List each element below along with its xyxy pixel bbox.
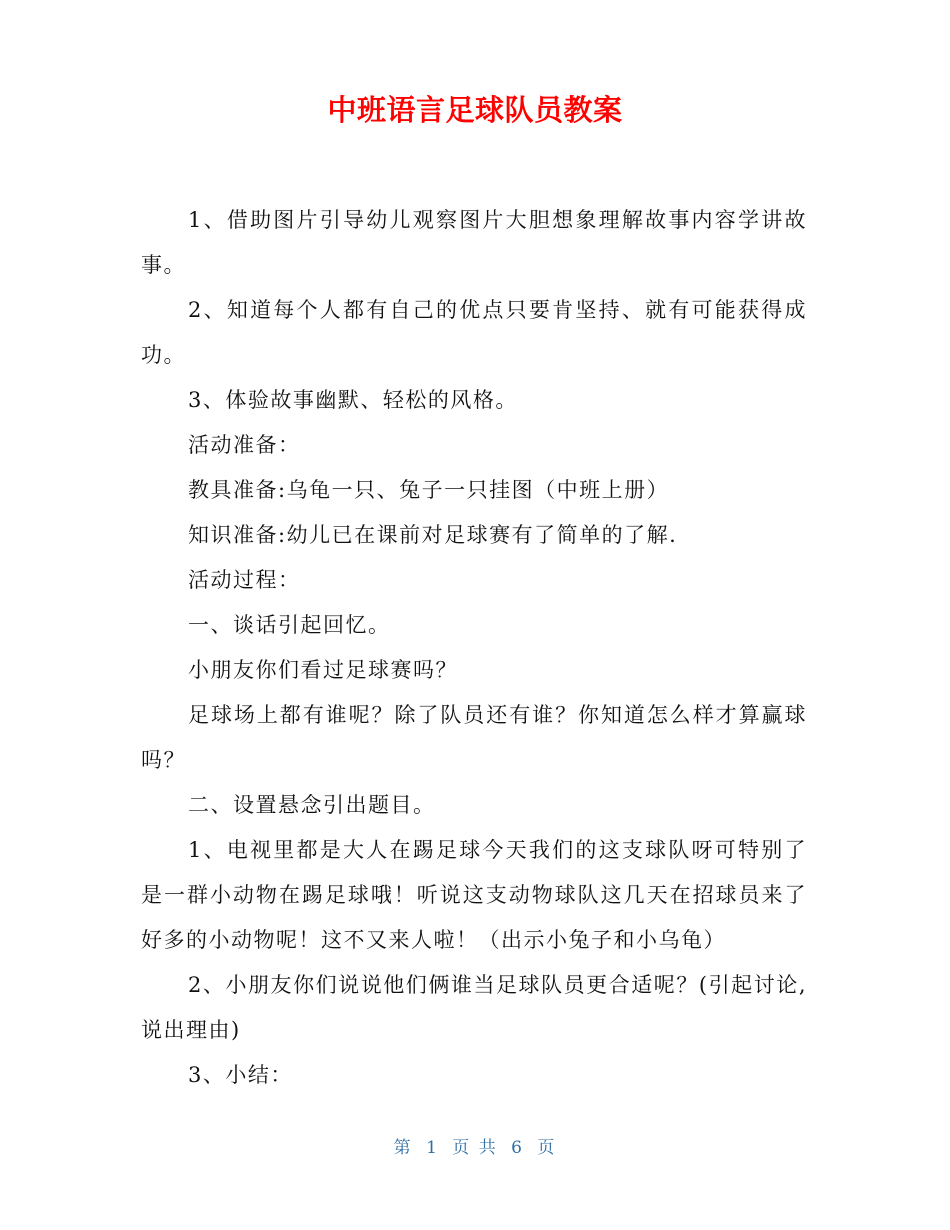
current-page-number: 1 — [426, 1138, 439, 1158]
page-label-middle: 页 共 — [452, 1138, 498, 1158]
total-pages-number: 6 — [511, 1138, 524, 1158]
paragraph: 教具准备:乌龟一只、兔子一只挂图（中班上册） — [188, 478, 670, 502]
paragraph: 3、体验故事幽默、轻松的风格。 — [188, 388, 518, 412]
page-footer — [0, 1133, 950, 1158]
document-body — [141, 198, 807, 1098]
page-label-prefix: 第 — [393, 1138, 413, 1158]
paragraph: 一、谈话引起回忆。 — [188, 613, 391, 637]
paragraph: 1、电视里都是大人在踢足球今天我们的这支球队呀可特别了是一群小动物在踢足球哦！听说这支动物球队这几天在招球员来了好多的小动物呢！这不又来人啦！（出示小兔子和小乌龟） — [141, 838, 807, 952]
paragraph: 小朋友你们看过足球赛吗？ — [188, 658, 458, 682]
paragraph: 活动准备： — [188, 433, 301, 457]
paragraph: 二、设置悬念引出题目。 — [188, 793, 436, 817]
paragraph: 3、小结： — [188, 1063, 293, 1087]
paragraph: 知识准备:幼儿已在课前对足球赛有了简单的了解. — [188, 523, 678, 547]
paragraph: 活动过程： — [188, 568, 301, 592]
paragraph: 1、借助图片引导幼儿观察图片大胆想象理解故事内容学讲故事。 — [141, 208, 807, 277]
paragraph: 足球场上都有谁呢？除了队员还有谁？你知道怎么样才算赢球吗？ — [141, 703, 807, 772]
paragraph: 2、知道每个人都有自己的优点只要肯坚持、就有可能获得成功。 — [141, 298, 807, 367]
paragraph: 2、小朋友你们说说他们俩谁当足球队员更合适呢？(引起讨论,说出理由) — [141, 973, 807, 1042]
page-label-suffix: 页 — [537, 1138, 557, 1158]
document-title: 中班语言足球队员教案 — [327, 93, 623, 127]
